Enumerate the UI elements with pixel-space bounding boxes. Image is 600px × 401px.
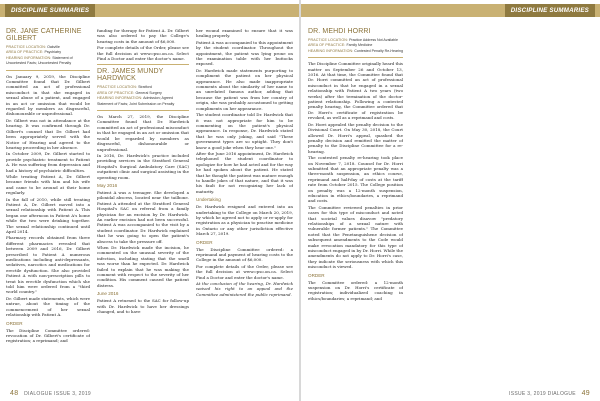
paragraph: For complete details of the Order, please see the full decision at www.cpso.on.ca. Select Find a Doctor and enter the doctor's name. (196, 263, 293, 280)
meta-hearing-information: HEARING INFORMATION: Statement of Uncontested Facts; Uncontested Penalty (6, 55, 73, 66)
meta-hearing-information: HEARING INFORMATION: Contested Penalty Re-Hearing (308, 48, 403, 53)
order-text: The Committee ordered: a 12-month suspension on Dr. Horri's certificate of registration; individualized coaching in ethics/boundaries; a reprimand; and (308, 279, 403, 301)
paragraph: In 2016, Dr. Hardwick's practice included providing services in the Stratford General Hospital's Surgical Ambulatory Care (SAC) outpatient clinic and surgical assisting in the operating room. (97, 152, 189, 180)
summary-body (196, 28, 293, 194)
paragraph: The student coordinator told Dr. Hardwick that it was not appropriate for him to be commenting on the patient's physical appearance. In response, Dr. Hardwick stated that he was only joking, and said "These government types are so uptight. They don't know a good joke when they hear one." (196, 112, 293, 150)
subheading: June 2016 (97, 291, 119, 297)
divider (6, 70, 90, 71)
summary-body (308, 61, 403, 269)
section-tab: DISCIPLINE SUMMARIES (5, 4, 95, 17)
page-footer (6, 390, 91, 397)
paragraph: Dr. Hardwick made statements purporting to compliment the patient on her physical appearance. He also made inappropriate comments about the similarity of her name to an unrelated famous author, adding that because the patient was from her country of origin, she was probably accustomed to getting compliments on her appearance. (196, 67, 293, 111)
paragraph: While treating Patient A, Dr. Gilbert became friends with him and his wife and came to be around at their home regularly. (6, 173, 90, 196)
paragraph: Dr. Horri appealed the penalty decision to the Divisional Court. On May 30, 2018, the Court allowed Dr. Horri's appeal, quashed the penalty decision and remitted the matter of penalty to the Discipline Committee for a re-hearing. (308, 121, 403, 154)
paragraph: The Discipline Committee originally heard this matter on September 26 and October 13, 2016. At that time, the Committee found that Dr. Horri committed an act of professional misconduct in that he engaged in a sexual relationship with Patient A two years (two weeks) after the termination of the doctor-patient relationship. Following a contested penalty hearing, the Committee ordered that Dr. Horri's certificate of registration be revoked, as well as a reprimand and costs. (308, 61, 403, 121)
subheading: Undertaking (196, 197, 221, 203)
page-number: 48 (10, 390, 19, 397)
paragraph: Patient A returned to the SAC for follow-up with Dr. Hardwick to have her dressings changed, and to have (97, 298, 189, 315)
meta-area-of-practice: AREA OF PRACTICE: Family Medicine (308, 43, 373, 48)
order-text: The Discipline Committee ordered: revocation of Dr. Gilbert's certificate of registration; a reprimand; and (6, 327, 90, 344)
divider (308, 57, 403, 58)
physician-name: DR. MEHDI HORRI (308, 28, 371, 35)
column-2 (97, 28, 189, 315)
paragraph: The contested penalty re-hearing took place on November 7, 2018. Counsel for Dr. Horri submitted that an appropriate penalty was a three-month suspension, an ethics course, reprimand and half-day of costs at the tariff rate from October 2015. The College position on penalty was a 12-month suspension, education in ethics/boundaries, a reprimand and costs. (308, 155, 403, 204)
column-3 (196, 28, 293, 298)
continued-text (97, 28, 189, 61)
paragraph: funding for therapy for Patient A. Dr. Gilbert was also ordered to pay the College's hearing costs in the amount of $6,000. (97, 28, 189, 44)
paragraph: The Discipline Committee ordered: a reprimand and payment of hearing costs to the College in the amount of $6,000. (196, 246, 293, 263)
meta-area-of-practice: AREA OF PRACTICE: General Surgery (97, 90, 162, 95)
divider (97, 64, 189, 65)
meta-hearing-information: HEARING INFORMATION: Admission; Agreed Statement of Facts; Joint Submission on Penalty (97, 96, 175, 106)
paragraph: The Committee reviewed penalties in prior cases for this type of misconduct and noted that societal values disavow "predatory relationships of a sexual nature with vulnerable former patients." The Committee noted that the Penetanguishene decision of subsequent amendments to the Code would make revocation mandatory for this type of misconduct engaged in by Dr. Horri. While the amendments do not apply to Dr. Horri's case, they indicate the seriousness with which this misconduct is viewed. (308, 204, 403, 270)
header-bar (0, 4, 299, 17)
paragraph: On March 27, 2019, the Discipline Committee found that Dr. Hardwick committed an act of professional misconduct in that he engaged in an act or omission that would be regarded by members as disgraceful, dishonourable or unprofessional. (97, 114, 189, 152)
meta-practice-location: PRACTICE LOCATION: Practice Address Not Available (308, 38, 398, 42)
header-bar (301, 4, 600, 17)
paragraph: her wound examined to ensure that it was healing properly. (196, 28, 293, 39)
paragraph: On January 9, 2019, the Discipline Committee found that Dr. Gilbert committed an act of professional misconduct in that she engaged in sexual abuse of a patient, and engaged in an act or omission that would be regarded by members as disgraceful, dishonourable or unprofessional. (6, 73, 90, 117)
page-footer (509, 390, 594, 397)
subheading: May 2016 (97, 182, 118, 188)
publication-issue: DIALOGUE ISSUE 3, 2019 (24, 391, 91, 397)
column-1 (6, 28, 90, 344)
paragraph: Patient A was accompanied to this appointment by the student coordinator. Throughout the appointment, the patient was lying prone on the examination table with her buttocks exposed. (196, 39, 293, 67)
right-page (301, 0, 600, 401)
paragraph: Dr. Gilbert was not in attendance at the hearing. It was confirmed through Dr. Gilbert's counsel that Dr. Gilbert had been appropriately served with the Notice of Hearing and agreed to the hearing proceeding in her absence. (6, 117, 90, 150)
summary-body (97, 114, 189, 180)
summary-body (97, 298, 189, 314)
physician-name: DR. JANE CATHERINE GILBERT (6, 28, 82, 42)
paragraph: For complete details of the Order, please see the full decision at www.cpso.on.ca. Select Find a Doctor and enter the doctor's name. (97, 45, 189, 62)
divider (97, 110, 189, 111)
paragraph: Dr. Hardwick resigned and entered into an undertaking to the College on March 20, 2019, by which he agreed not to apply or re-apply for registration as a physician to practise medicine in Ontario or any other jurisdiction effective March 27, 2019. (196, 204, 293, 237)
summary-body (97, 190, 189, 288)
publication-issue: ISSUE 3, 2019 DIALOGUE (509, 391, 576, 397)
column-1 (308, 28, 403, 301)
order-heading: ORDER (6, 320, 23, 326)
paragraph: In the fall of 2010, while still treating Patient A, Dr. Gilbert moved into a sexual relationship with Patient A. This began one afternoon in Patient A's home while the two were drinking together. The sexual relationship continued until April 2014. (6, 196, 90, 234)
paragraph: When Dr. Hardwick made the incision, he commented on the unusual severity of the infection, including stating that the smell was worse than he expected. Dr. Hardwick failed to explain that he was making the comment with respect to the severity of her condition. His comment caused the patient distress. (97, 245, 189, 288)
page-number: 49 (581, 390, 590, 397)
paragraph: Pharmacy records obtained from three different pharmacies revealed that between 2009 and 2016, Dr. Gilbert prescribed to Patient A numerous medications including anti-depressants, sedatives, narcotics and medications for erectile dysfunction. She also provided Patient A with non-prescription pills to treat his erectile dysfunction which she told him were ordered from a "third world country." (6, 235, 90, 295)
order-heading: ORDER (308, 272, 325, 278)
paragraph: In October 2009, Dr. Gilbert started to provide psychiatric treatment to Patient A. He was suffering from depression and had a history of psychiatric difficulties. (6, 151, 90, 173)
left-page (0, 0, 299, 401)
paragraph: Patient A was a teenager. She developed a pilonidal abscess, located near the tailbone. Patient A attended at the Stratford General Hospital's SAC on referral from a family physician for an excision by Dr. Hardwick. An earlier excision had not been successful. Patient A was accompanied to the visit by a student coordinator. Dr. Hardwick explained that he was going to open the patient's abscess to take the pressure off. (97, 189, 189, 244)
summary-body (196, 204, 293, 236)
order-heading: ORDER (196, 239, 213, 245)
meta-practice-location: PRACTICE LOCATION: Stratford (97, 85, 152, 90)
paragraph: Dr. Gilbert made statements, which were untrue, about the timing of the commencement of her sexual relationship with Patient A. (6, 295, 90, 318)
section-tab: DISCIPLINE SUMMARIES (505, 4, 595, 17)
paragraph: After the June 2016 appointment, Dr. Hardwick telephoned the student coordinator to apologize for how he had acted and for the way he had spoken about the patient. He stated that he thought the patient was mature enough to handle jokes of that nature, and that it was his fault for not recognizing her lack of maturity. (196, 150, 293, 194)
meta-area-of-practice: AREA OF PRACTICE: Psychiatry (6, 50, 62, 55)
order-text (196, 247, 293, 298)
meta-practice-location: PRACTICE LOCATION: Oakville (6, 45, 60, 49)
closing-note: At the conclusion of the hearing, Dr. Hardwick waived his right to an appeal and the Committee administered the public reprimand. (196, 281, 293, 297)
summary-body (6, 74, 90, 318)
physician-name: DR. JAMES MUNDY HARDWICK (97, 68, 164, 83)
